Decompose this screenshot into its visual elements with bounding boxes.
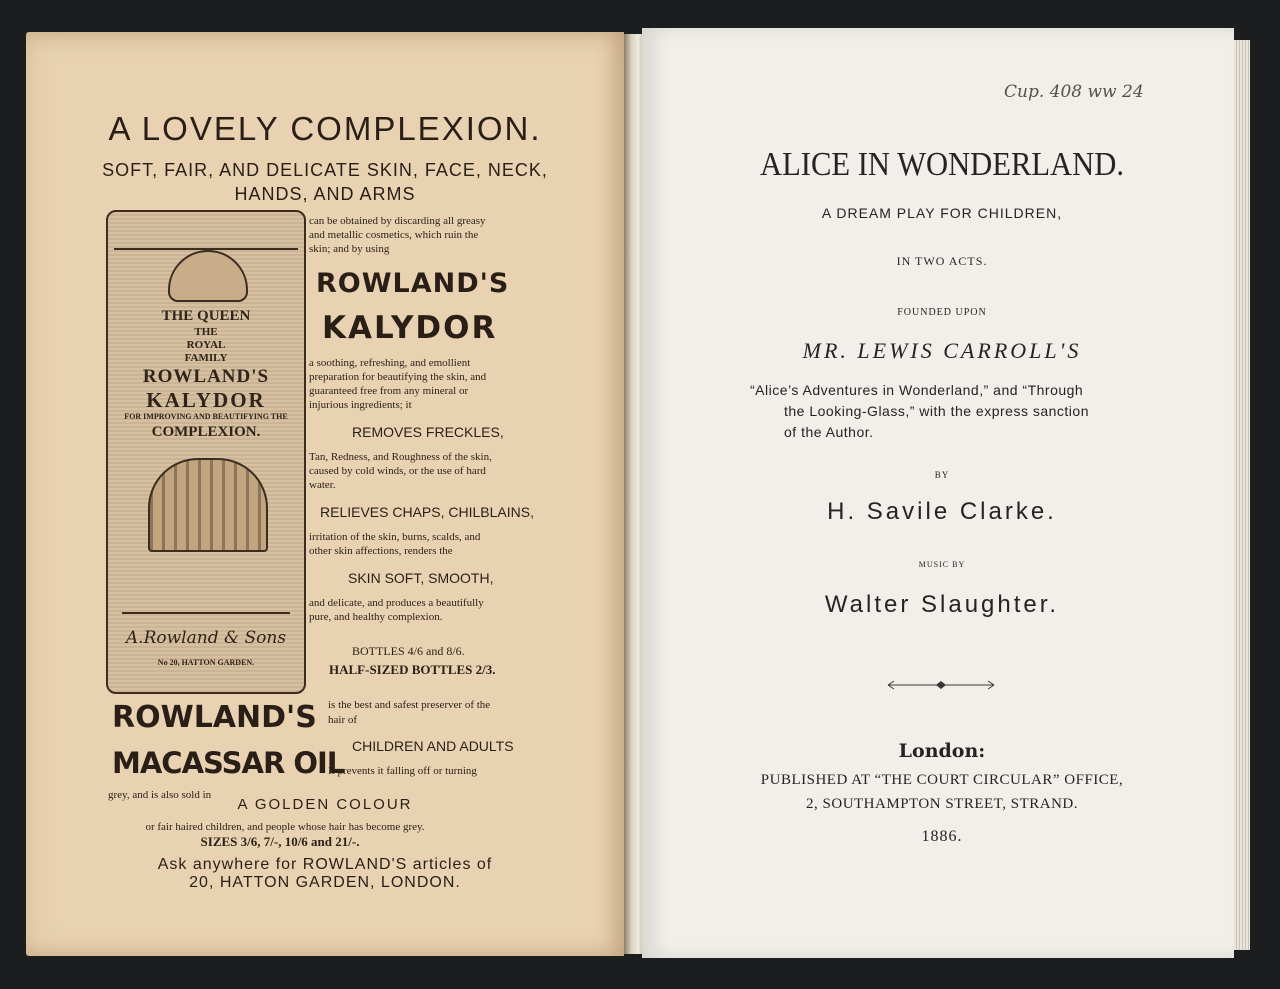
- chaps-desc-line1: irritation of the skin, burns, scalds, and: [309, 531, 481, 543]
- chaps-desc-line2: other skin affections, renders the: [309, 545, 453, 557]
- intro-line2: and metallic cosmetics, which ruin the: [309, 229, 479, 241]
- playwright-name: H. Savile Clarke.: [827, 498, 1057, 525]
- play-subtitle: A DREAM PLAY FOR CHILDREN,: [821, 205, 1063, 221]
- music-by-label: MUSIC BY: [918, 560, 966, 569]
- soft-desc-line2: pure, and healthy complexion.: [309, 611, 443, 623]
- freckles-desc-line3: water.: [309, 479, 336, 491]
- royal-crest-icon: [168, 250, 248, 302]
- macassar-desc-line1: is the best and safest preserver of the: [328, 699, 491, 711]
- book-spine: [624, 34, 642, 954]
- ad-subtitle-line2: HANDS, AND ARMS: [234, 184, 416, 204]
- kalydor-box-illustration: [106, 210, 306, 694]
- intro-line1: can be obtained by discarding all greasy: [309, 215, 486, 227]
- shelfmark-handwriting: Cup. 408 ww 24: [1004, 82, 1144, 102]
- kalydor-product-heading: KALYDOR: [322, 310, 498, 346]
- ad-title: A LOVELY COMPLEXION.: [108, 110, 542, 147]
- relieves-chaps-heading: RELIEVES CHAPS, CHILBLAINS,: [320, 504, 534, 520]
- bottles-prices: BOTTLES 4/6 and 8/6.: [352, 644, 465, 658]
- publisher-line1: PUBLISHED AT “THE COURT CIRCULAR” OFFICE,: [760, 772, 1124, 788]
- ad-subtitle-line1: SOFT, FAIR, AND DELICATE SKIN, FACE, NECK,: [102, 160, 548, 180]
- founded-upon: FOUNDED UPON: [897, 307, 987, 318]
- box-improving: FOR IMPROVING AND BEAUTIFYING THE: [124, 412, 288, 421]
- composer-name: Walter Slaughter.: [824, 591, 1060, 618]
- play-acts: IN TWO ACTS.: [896, 254, 988, 268]
- ornamental-divider-icon: [886, 678, 996, 692]
- children-adults-heading: CHILDREN AND ADULTS: [352, 738, 514, 754]
- publication-year: 1886.: [921, 828, 963, 845]
- macassar-brand-heading: ROWLAND'S: [112, 700, 317, 735]
- kalydor-brand-heading: ROWLAND'S: [316, 268, 510, 299]
- page-edges: [1234, 40, 1250, 950]
- ask-anywhere-line: Ask anywhere for ROWLAND'S articles of: [157, 856, 493, 873]
- macassar-desc-line3: It prevents it falling off or turning: [328, 765, 477, 777]
- golden-desc: or fair haired children, and people whose hair has become grey.: [145, 821, 425, 833]
- source-line1: “Alice’s Adventures in Wonderland,” and “Through: [750, 382, 1084, 398]
- skin-soft-heading: SKIN SOFT, SMOOTH,: [348, 570, 494, 586]
- source-line3: of the Author.: [784, 424, 874, 440]
- box-the: THE: [194, 326, 218, 338]
- soft-desc-line1: and delicate, and produces a beautifully: [309, 597, 484, 609]
- sizes-prices: SIZES 3/6, 7/-, 10/6 and 21/-.: [200, 834, 360, 849]
- box-complexion: COMPLEXION.: [151, 424, 261, 440]
- left-page-advertisement: [26, 32, 624, 956]
- box-address: No 20, HATTON GARDEN.: [157, 658, 255, 667]
- play-title: ALICE IN WONDERLAND.: [759, 146, 1125, 183]
- box-royal: ROYAL: [186, 339, 226, 351]
- removes-freckles-heading: REMOVES FRECKLES,: [352, 424, 504, 440]
- half-sized-prices: HALF-SIZED BOTTLES 2/3.: [329, 662, 496, 677]
- golden-colour-heading: A GOLDEN COLOUR: [237, 796, 413, 813]
- publisher-line2: 2, SOUTHAMPTON STREET, STRAND.: [806, 796, 1078, 812]
- kalydor-desc-line3: guaranteed free from any mineral or: [309, 385, 469, 397]
- kalydor-desc-line4: injurious ingredients; it: [309, 399, 412, 411]
- macassar-desc-line2: hair of: [328, 714, 358, 726]
- london-label: London:: [898, 740, 986, 762]
- three-graces-figures-icon: [148, 458, 268, 552]
- address-line: 20, HATTON GARDEN, LONDON.: [189, 874, 461, 891]
- freckles-desc-line2: caused by cold winds, or the use of hard: [309, 465, 486, 477]
- source-line2: the Looking-Glass,” with the express sanction: [784, 403, 1089, 419]
- right-page-title-page: [642, 28, 1234, 958]
- macassar-product-heading: MACASSAR OIL: [112, 746, 345, 780]
- source-author: MR. LEWIS CARROLL'S: [802, 338, 1082, 363]
- intro-line3: skin; and by using: [309, 243, 390, 255]
- macassar-desc-line4: grey, and is also sold in: [108, 789, 212, 801]
- box-product: KALYDOR: [146, 388, 266, 412]
- box-family: FAMILY: [184, 352, 228, 364]
- box-brand: ROWLAND'S: [142, 366, 270, 387]
- box-queen: THE QUEEN: [161, 308, 251, 324]
- by-label: BY: [934, 470, 950, 480]
- kalydor-desc-line2: preparation for beautifying the skin, and: [309, 371, 487, 383]
- box-lid: [114, 218, 298, 250]
- box-signature: A.Rowland & Sons: [125, 628, 287, 648]
- freckles-desc-line1: Tan, Redness, and Roughness of the skin,: [309, 451, 492, 463]
- kalydor-desc-line1: a soothing, refreshing, and emollient: [309, 357, 471, 369]
